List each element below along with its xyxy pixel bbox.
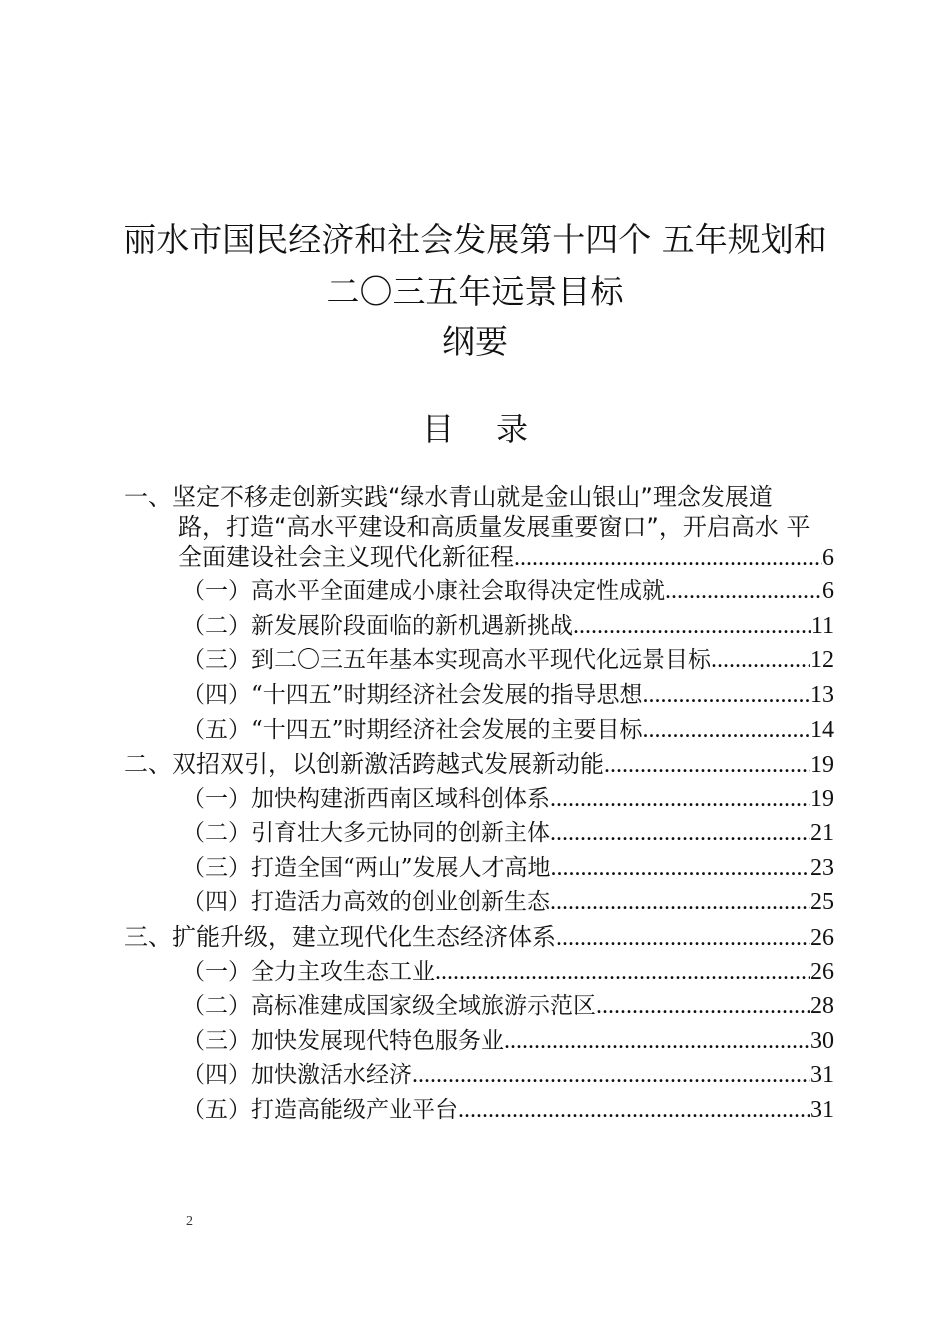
toc-leader-dots <box>412 1058 810 1093</box>
toc-section-2[interactable] <box>124 747 834 782</box>
toc-item-page: 23 <box>810 855 834 881</box>
toc-item[interactable] <box>182 885 834 920</box>
toc-leader-dots <box>596 989 810 1024</box>
toc-item-page: 31 <box>810 1062 834 1088</box>
toc-item[interactable] <box>182 643 834 678</box>
toc-item-page: 11 <box>810 613 834 639</box>
toc-item-label: （四）“十四五”时期经济社会发展的指导思想 <box>182 682 643 708</box>
toc-item-page: 12 <box>810 647 834 673</box>
toc-section-1-line-1[interactable]: 一、坚定不移走创新实践“绿水青山就是金山银山”理念发展道 <box>124 483 773 511</box>
toc-item-page: 26 <box>810 959 834 985</box>
document-title-line-1: 丽水市国民经济和社会发展第十四个 五年规划和 <box>123 220 827 259</box>
toc-leader-dots <box>643 678 810 713</box>
toc-leader-dots <box>573 609 811 644</box>
toc-item-label: （三）打造全国“两山”发展人才高地 <box>182 855 551 881</box>
toc-leader-dots <box>550 782 810 817</box>
toc-item[interactable] <box>182 816 834 851</box>
toc-leader-dots <box>458 1093 810 1128</box>
toc-section-3-page: 26 <box>810 925 834 951</box>
toc-item-label: （一）高水平全面建成小康社会取得决定性成就 <box>182 578 665 604</box>
toc-section-2-page: 19 <box>810 752 834 778</box>
toc-leader-dots <box>643 713 810 748</box>
toc-item-label: （四）打造活力高效的创业创新生态 <box>182 889 550 915</box>
toc-item-label: （二）新发展阶段面临的新机遇新挑战 <box>182 613 573 639</box>
document-title-line-3: 纲要 <box>442 322 508 361</box>
toc-item-page: 6 <box>822 578 834 604</box>
toc-item-label: （二）引育壮大多元协同的创新主体 <box>182 820 550 846</box>
toc-leader-dots <box>604 748 810 783</box>
toc-item-label: （四）加快激活水经济 <box>182 1062 412 1088</box>
toc-item-page: 19 <box>810 786 834 812</box>
toc-section-2-label: 二、双招双引，以创新激活跨越式发展新动能 <box>124 750 604 778</box>
toc-leader-dots <box>665 574 822 609</box>
toc-item-label: （五）“十四五”时期经济社会发展的主要目标 <box>182 717 643 743</box>
toc-item-page: 21 <box>810 820 834 846</box>
toc-leader-dots <box>514 541 822 576</box>
toc-item-page: 25 <box>810 889 834 915</box>
toc-section-1-page: 6 <box>822 545 834 571</box>
toc-section-3[interactable] <box>124 920 834 955</box>
document-title-line-2: 二〇三五年远景目标 <box>326 272 624 311</box>
toc-section-1-line-2[interactable]: 路，打造“高水平建设和高质量发展重要窗口”，开启高水 平 <box>178 513 811 541</box>
toc-section-1-line-3[interactable] <box>178 540 834 575</box>
toc-item-label: （三）加快发展现代特色服务业 <box>182 1028 504 1054</box>
toc-item[interactable] <box>182 678 834 713</box>
toc-section-1-label: 全面建设社会主义现代化新征程 <box>178 543 514 571</box>
toc-heading: 目录 <box>421 410 570 448</box>
toc-item-page: 13 <box>810 682 834 708</box>
toc-item[interactable] <box>182 1093 834 1128</box>
toc-item[interactable] <box>182 955 834 990</box>
page-number: 2 <box>186 1214 193 1229</box>
toc-leader-dots <box>504 1024 810 1059</box>
toc-item-label: （三）到二〇三五年基本实现高水平现代化远景目标 <box>182 647 711 673</box>
toc-leader-dots <box>435 955 810 990</box>
toc-item-label: （五）打造高能级产业平台 <box>182 1097 458 1123</box>
toc-item-page: 30 <box>810 1028 834 1054</box>
toc-leader-dots <box>711 643 810 678</box>
toc-item-page: 14 <box>810 717 834 743</box>
toc-item[interactable] <box>182 1058 834 1093</box>
toc-item[interactable] <box>182 782 834 817</box>
toc-item[interactable] <box>182 574 834 609</box>
toc-item[interactable] <box>182 989 834 1024</box>
toc-item[interactable] <box>182 713 834 748</box>
toc-leader-dots <box>551 851 810 886</box>
toc-item-page: 28 <box>810 993 834 1019</box>
toc-item[interactable] <box>182 1024 834 1059</box>
toc-leader-dots <box>550 816 810 851</box>
toc-item[interactable] <box>182 851 834 886</box>
toc-item-page: 31 <box>810 1097 834 1123</box>
toc-item[interactable] <box>182 609 834 644</box>
toc-section-3-label: 三、扩能升级，建立现代化生态经济体系 <box>124 923 556 951</box>
toc-item-label: （二）高标准建成国家级全域旅游示范区 <box>182 993 596 1019</box>
toc-item-label: （一）全力主攻生态工业 <box>182 959 435 985</box>
toc-leader-dots <box>556 921 810 956</box>
toc-item-label: （一）加快构建浙西南区域科创体系 <box>182 786 550 812</box>
toc-leader-dots <box>550 885 810 920</box>
